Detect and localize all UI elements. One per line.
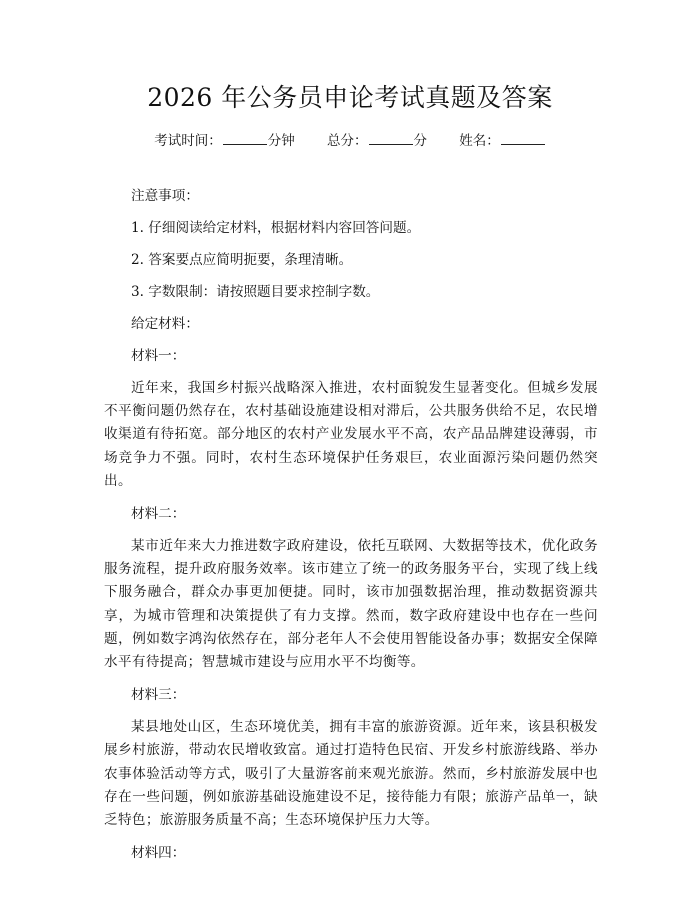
name-blank [501,131,545,145]
total-score-field [327,133,427,149]
total-score-unit: 分 [413,133,427,149]
material-text: 近年来，我国乡村振兴战略深入推进，农村面貌发生显著变化。但城乡发展不平衡问题仍然存在，农村基础设施建设相对滞后，公共服务供给不足，农民增收渠道有待拓宽。部分地区的农村产业发展水平不高，农产品品牌建设薄弱，市场竞争力不强。同时，农村生态环境保护任务艰巨，农业面源污染问题仍然突出。 [104,380,598,489]
name-label: 姓名： [459,133,500,149]
notice-item: 1. 仔细阅读给定材料，根据材料内容回答问题。 [131,220,421,236]
name-field [459,133,546,149]
materials-heading: 给定材料： [131,316,199,332]
exam-info-line [0,130,700,152]
notice-item: 3. 字数限制：请按照题目要求控制字数。 [131,284,380,300]
material-heading: 材料四： [131,845,186,862]
total-score-label: 总分： [327,133,368,149]
material-heading: 材料一： [131,348,186,364]
exam-time-blank [223,131,267,145]
material-heading: 材料三： [131,687,186,704]
exam-time-unit: 分钟 [267,133,295,149]
material-heading: 材料二： [131,506,186,523]
document-title: 2026 年公务员申论考试真题及答案 [147,83,553,112]
material-text: 某市近年来大力推进数字政府建设，依托互联网、大数据等技术，优化政务服务流程，提升政府服务效率。该市建立了统一的政务服务平台，实现了线上线下服务融合，群众办事更加便捷。同时，该市加强数据治理，推动数据资源共享，为城市管理和决策提供了有力支撑。然而，数字政府建设中也存在一些问题，例如数字鸿沟依然存在，部分老年人不会使用智能设备办事；数据安全保障水平有待提高；智慧城市建设与应用水平不均衡等。 [104,538,598,671]
material-text: 某县地处山区，生态环境优美，拥有丰富的旅游资源。近年来，该县积极发展乡村旅游，带动农民增收致富。通过打造特色民宿、开发乡村旅游线路、举办农事体验活动等方式，吸引了大量游客前来观光旅游。然而，乡村旅游发展中也存在一些问题，例如旅游基础设施建设不足，接待能力有限；旅游产品单一，缺乏特色；旅游服务质量不高；生态环境保护压力大等。 [104,719,598,829]
exam-time-field [154,133,295,149]
notice-heading: 注意事项： [131,188,199,204]
exam-time-label: 考试时间： [154,133,222,149]
document-body [104,185,598,874]
notice-item: 2. 答案要点应简明扼要，条理清晰。 [131,252,353,268]
total-score-blank [369,131,413,145]
